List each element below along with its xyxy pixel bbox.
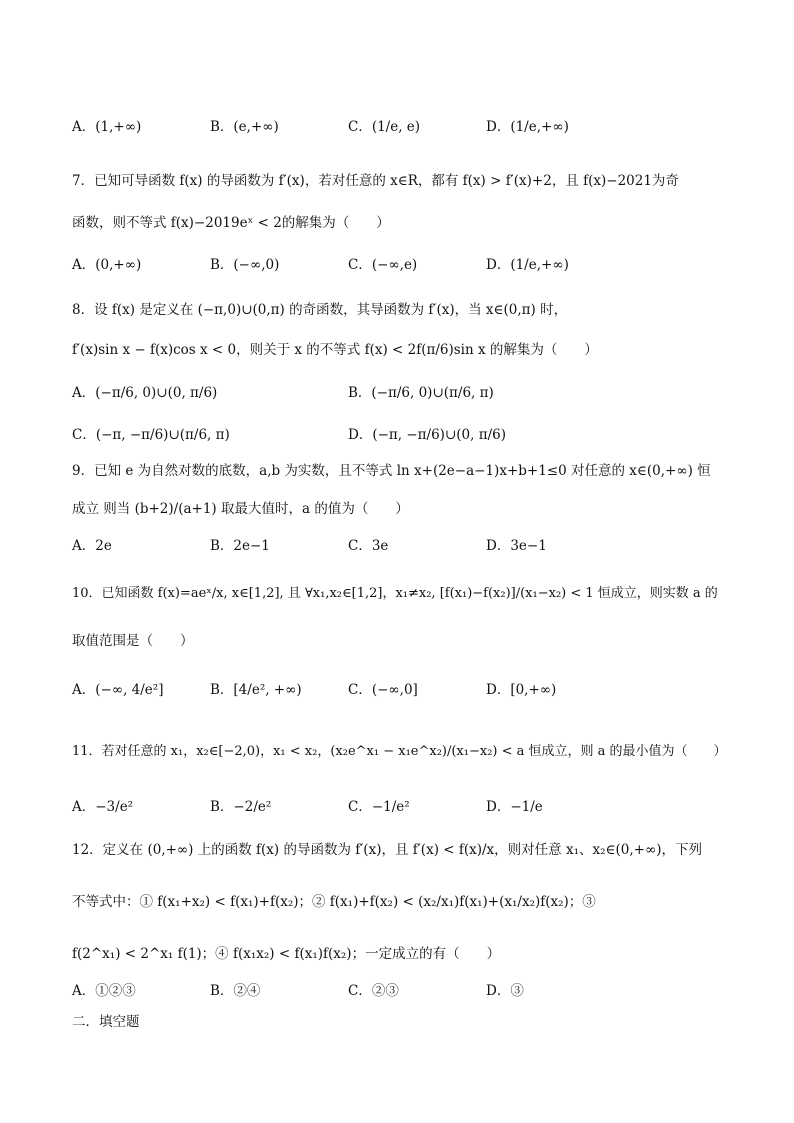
q9-stem-line2: 成立 则当 (b+2)/(a+1) 取最大值时，a 的值为（ ） [72, 501, 409, 517]
q10-stem-line2: 取值范围是（ ） [72, 633, 194, 649]
q9-option-a: A．2e [72, 538, 112, 554]
q9-option-b: B．2e−1 [210, 538, 270, 554]
q12-option-b: B．②④ [210, 983, 261, 999]
q7-option-a: A．(0,+∞) [72, 257, 142, 273]
q12-option-c: C．②③ [348, 983, 399, 999]
q9-option-d: D．3e−1 [486, 538, 547, 554]
q7-option-b: B．(−∞,0) [210, 257, 280, 273]
q6-option-c: C．(1/e, e) [348, 119, 421, 135]
q10-stem-line1: 10．已知函数 f(x)=aeˣ/x, x∈[1,2], 且 ∀x₁,x₂∈[1,2]，x₁≠x₂, [f(x₁)−f(x₂)]/(x₁−x₂) < 1 恒成立，则实数 a 的 [72, 586, 718, 601]
q12-option-a: A．①②③ [72, 983, 136, 999]
q11-stem-line1: 11．若对任意的 x₁，x₂∈[−2,0)，x₁ < x₂，(x₂e^x₁ − x₁e^x₂)/(x₁−x₂) < a 恒成立，则 a 的最小值为（ ） [72, 744, 727, 759]
q8-stem-line1: 8．设 f(x) 是定义在 (−π,0)∪(0,π) 的奇函数，其导函数为 f′(x)，当 x∈(0,π) 时， [72, 302, 568, 318]
q12-stem-line2: 不等式中：① f(x₁+x₂) < f(x₁)+f(x₂)；② f(x₁)+f(x₂) < (x₂/x₁)f(x₁)+(x₁/x₂)f(x₂)；③ [72, 894, 596, 910]
q8-option-a: A．(−π/6, 0)∪(0, π/6) [72, 385, 218, 401]
q6-option-b: B．(e,+∞) [210, 119, 279, 135]
q10-option-d: D．[0,+∞) [486, 682, 557, 698]
q7-option-c: C．(−∞,e) [348, 257, 418, 273]
q7-stem-line1: 7．已知可导函数 f(x) 的导函数为 f′(x)，若对任意的 x∈R，都有 f(x) > f′(x)+2，且 f(x)−2021为奇 [72, 173, 679, 189]
q9-option-c: C．3e [348, 538, 389, 554]
q7-option-d: D．(1/e,+∞) [486, 257, 569, 273]
q10-option-b: B．[4/e², +∞) [210, 682, 302, 698]
q8-option-c: C．(−π, −π/6)∪(π/6, π) [72, 427, 230, 443]
q6-option-d: D．(1/e,+∞) [486, 119, 569, 135]
q9-stem-line1: 9．已知 e 为自然对数的底数，a,b 为实数，且不等式 ln x+(2e−a−1)x+b+1≤0 对任意的 x∈(0,+∞) 恒 [72, 463, 711, 479]
q10-option-a: A．(−∞, 4/e²] [72, 682, 164, 698]
q8-option-d: D．(−π, −π/6)∪(0, π/6) [348, 427, 506, 443]
q11-option-a: A．−3/e² [72, 799, 134, 815]
q11-option-c: C．−1/e² [348, 799, 410, 815]
q6-option-a: A．(1,+∞) [72, 119, 142, 135]
q12-option-d: D．③ [486, 983, 524, 999]
section-heading-fill-in: 二．填空题 [72, 1014, 140, 1030]
q7-stem-line2: 函数，则不等式 f(x)−2019eˣ < 2的解集为（ ） [72, 215, 390, 231]
q12-stem-line3: f(2^x₁) < 2^x₁ f(1)；④ f(x₁x₂) < f(x₁)f(x₂)；一定成立的有（ ） [72, 946, 501, 962]
q11-option-b: B．−2/e² [210, 799, 272, 815]
q8-stem-line2: f′(x)sin x − f(x)cos x < 0，则关于 x 的不等式 f(x) < 2f(π/6)sin x 的解集为（ ） [72, 342, 598, 358]
q12-stem-line1: 12．定义在 (0,+∞) 上的函数 f(x) 的导函数为 f′(x)，且 f′(x) < f(x)/x，则对任意 x₁、x₂∈(0,+∞)，下列 [72, 842, 702, 858]
q11-option-d: D．−1/e [486, 799, 543, 815]
q8-option-b: B．(−π/6, 0)∪(π/6, π) [348, 385, 494, 401]
q10-option-c: C．(−∞,0] [348, 682, 418, 698]
